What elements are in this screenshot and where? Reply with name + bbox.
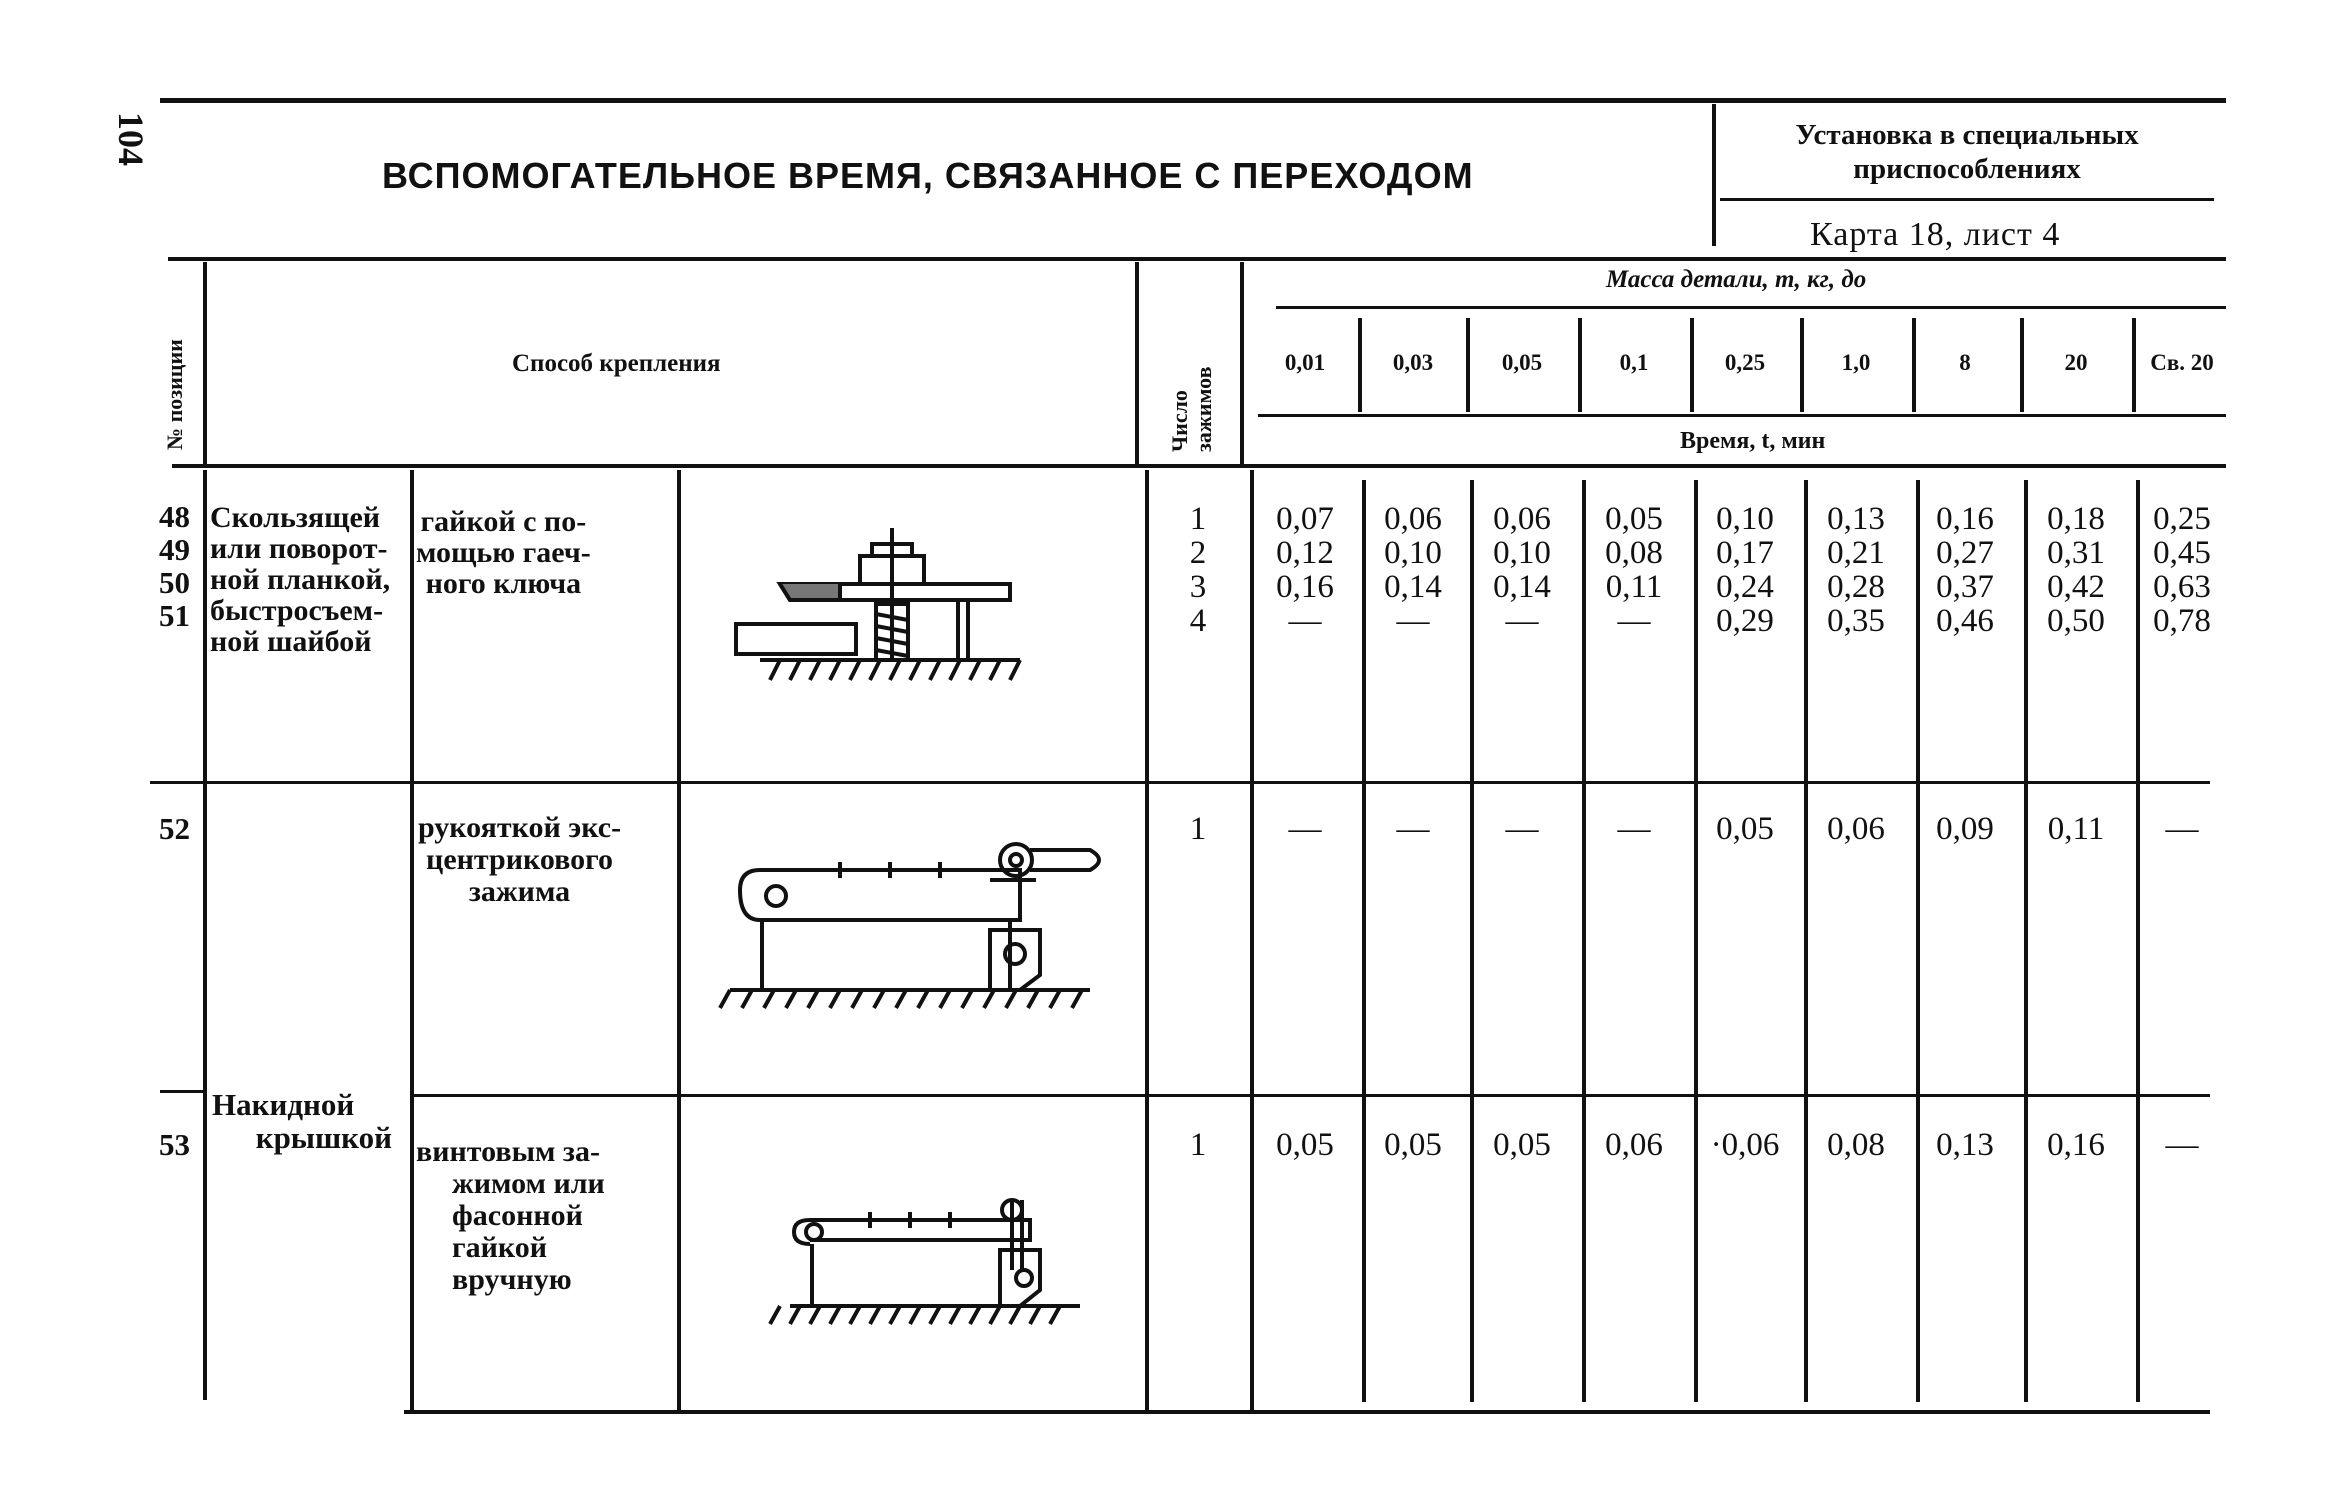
mass-col-9: Св. 20 bbox=[2150, 350, 2214, 375]
value-cell-48-51-col-9: 0,25 0,45 0,63 0,78 bbox=[2153, 501, 2211, 639]
section-title: Установка в специальных приспособлениях bbox=[1795, 119, 2139, 185]
type-sliding-plate: Скользящей или поворот- ной планкой, быстросъем- ной шайбой bbox=[210, 501, 391, 658]
value-cell-53-col-8: 0,16 bbox=[2047, 1127, 2105, 1163]
value-cell-53-col-3: 0,05 bbox=[1493, 1127, 1551, 1163]
value-cell-52-col-8: 0,11 bbox=[2047, 811, 2105, 847]
time-header: Время, t, мин bbox=[1680, 428, 1826, 454]
value-cell-53-col-9: — bbox=[2165, 1127, 2199, 1163]
sketch-sliding-plate-clamp bbox=[700, 520, 1060, 700]
position-52: 52 bbox=[159, 811, 190, 846]
body-line-method bbox=[410, 470, 414, 1410]
value-cell-48-51-col-4: 0,05 0,08 0,11 — bbox=[1605, 501, 1663, 639]
value-cell-53-col-2: 0,05 bbox=[1384, 1127, 1442, 1163]
header-col-line-clamps bbox=[1240, 262, 1244, 464]
sketch-eccentric-clamp bbox=[690, 820, 1110, 1020]
row-group-rule-1 bbox=[150, 781, 2210, 784]
page-title: ВСПОМОГАТЕЛЬНОЕ ВРЕМЯ, СВЯЗАННОЕ С ПЕРЕХОДОМ bbox=[382, 155, 1474, 196]
value-cell-52-col-6: 0,06 bbox=[1827, 811, 1885, 847]
body-line-sketch bbox=[677, 470, 681, 1410]
clamps-48-51: 1 2 3 4 bbox=[1189, 501, 1207, 639]
body-line-values bbox=[1250, 470, 1254, 1410]
mass-header: Масса детали, m, кг, до bbox=[1606, 266, 1867, 293]
header-divider bbox=[1712, 104, 1716, 246]
section-card-divider bbox=[1720, 198, 2214, 201]
mass-header-divider-8 bbox=[2132, 318, 2136, 412]
method-screw-clamp: винтовым за- жимом или фасонной гайкой вручную bbox=[416, 1135, 605, 1296]
bottom-rule bbox=[404, 1410, 2210, 1414]
positions-48-51: 48 49 50 51 bbox=[159, 499, 190, 633]
mass-header-divider-2 bbox=[1466, 318, 1470, 412]
mass-col-7: 8 bbox=[1959, 350, 1971, 375]
mass-header-divider-7 bbox=[2020, 318, 2024, 412]
value-cell-53-col-1: 0,05 bbox=[1276, 1127, 1334, 1163]
value-cell-48-51-col-5: 0,10 0,17 0,24 0,29 bbox=[1716, 501, 1774, 639]
mass-header-divider-5 bbox=[1800, 318, 1804, 412]
value-cell-52-col-4: — bbox=[1617, 811, 1651, 847]
body-line-type bbox=[203, 470, 207, 1400]
value-cell-53-col-6: 0,08 bbox=[1827, 1127, 1885, 1163]
value-cell-48-51-col-6: 0,13 0,21 0,28 0,35 bbox=[1827, 501, 1885, 639]
row-group-rule-2-left bbox=[160, 1090, 206, 1093]
method-header: Способ крепления bbox=[512, 350, 721, 377]
header-body-rule bbox=[172, 464, 2226, 468]
clamps-52: 1 bbox=[1189, 811, 1207, 847]
mass-col-1: 0,01 bbox=[1284, 350, 1326, 375]
mass-header-divider-4 bbox=[1690, 318, 1694, 412]
mass-col-4: 0,1 bbox=[1619, 350, 1649, 375]
position-53: 53 bbox=[159, 1127, 190, 1162]
position-number-header: № позиции bbox=[162, 339, 187, 450]
value-cell-52-col-5: 0,05 bbox=[1716, 811, 1774, 847]
value-cell-48-51-col-3: 0,06 0,10 0,14 — bbox=[1493, 501, 1551, 639]
value-cell-53-col-5: ·0,06 bbox=[1710, 1127, 1780, 1163]
clamps-header: Число зажимов bbox=[1167, 366, 1216, 452]
value-cell-48-51-col-1: 0,07 0,12 0,16 — bbox=[1276, 501, 1334, 639]
mass-col-2: 0,03 bbox=[1392, 350, 1434, 375]
value-cell-52-col-3: — bbox=[1505, 811, 1539, 847]
value-cell-52-col-7: 0,09 bbox=[1936, 811, 1994, 847]
top-rule bbox=[160, 98, 2226, 103]
page-number: 104 bbox=[111, 112, 151, 166]
type-hinged-cover: Накидной крышкой bbox=[212, 1087, 392, 1155]
value-cell-53-col-7: 0,13 bbox=[1936, 1127, 1994, 1163]
value-cell-48-51-col-2: 0,06 0,10 0,14 — bbox=[1384, 501, 1442, 639]
card-label: Карта 18, лист 4 bbox=[1810, 216, 2061, 253]
header-col-line-pos bbox=[203, 262, 207, 464]
method-nut-wrench: гайкой с по- мощью гаеч- ного ключа bbox=[416, 505, 591, 600]
value-cell-48-51-col-7: 0,16 0,27 0,37 0,46 bbox=[1936, 501, 1994, 639]
mass-col-5: 0,25 bbox=[1724, 350, 1766, 375]
value-cell-53-col-4: 0,06 bbox=[1605, 1127, 1663, 1163]
value-cell-52-col-1: — bbox=[1288, 811, 1322, 847]
mass-col-8: 20 bbox=[2064, 350, 2088, 375]
method-eccentric-handle: рукояткой экс- центрикового зажима bbox=[418, 811, 622, 908]
clamps-53: 1 bbox=[1189, 1127, 1207, 1163]
time-header-rule bbox=[1258, 414, 2226, 417]
mass-col-6: 1,0 bbox=[1841, 350, 1871, 375]
value-cell-52-col-9: — bbox=[2165, 811, 2199, 847]
value-cell-48-51-col-8: 0,18 0,31 0,42 0,50 bbox=[2047, 501, 2105, 639]
header-bottom-rule bbox=[168, 257, 2226, 261]
sketch-screw-clamp bbox=[750, 1180, 1090, 1350]
mass-header-divider-1 bbox=[1358, 318, 1362, 412]
mass-col-3: 0,05 bbox=[1501, 350, 1543, 375]
value-cell-52-col-2: — bbox=[1396, 811, 1430, 847]
mass-header-divider-6 bbox=[1912, 318, 1916, 412]
mass-header-divider-3 bbox=[1578, 318, 1582, 412]
mass-header-rule bbox=[1276, 306, 2226, 309]
header-col-line-method bbox=[1135, 262, 1139, 464]
